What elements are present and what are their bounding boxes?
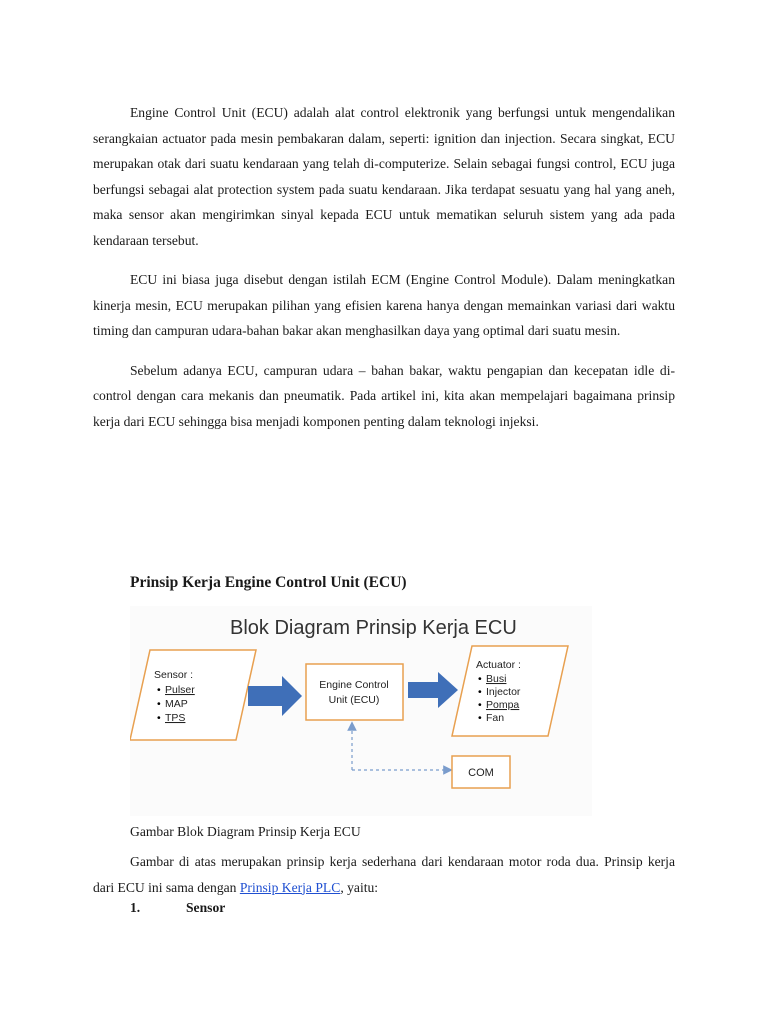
block-diagram: [130, 606, 592, 816]
plc-link[interactable]: Prinsip Kerja PLC: [239, 879, 341, 895]
sensor-item-tps: TPS: [165, 712, 186, 724]
section-heading: Prinsip Kerja Engine Control Unit (ECU): [130, 574, 407, 591]
list-item-sensor: [130, 900, 225, 916]
sensor-item-map: MAP: [165, 698, 188, 710]
list-label: Sensor: [186, 900, 226, 915]
block-diagram-figure: [130, 606, 592, 816]
actuator-item-pompa: Pompa: [486, 699, 520, 711]
actuator-item-busi: Busi: [486, 673, 507, 685]
ecu-box: [306, 664, 403, 720]
com-label: COM: [468, 767, 494, 779]
diagram-title: Blok Diagram Prinsip Kerja ECU: [230, 617, 517, 639]
paragraph-1: Engine Control Unit (ECU) adalah alat control elektronik yang berfungsi untuk mengendalikan serangkaian actuator pada mesin pembakaran dalam, seperti: ignition dan injection. Secara singkat, ECU merupakan otak dari suatu kendaraan yang telah di-computerize. Selain sebagai fungsi control, ECU juga berfungsi sebagai alat protection system pada suatu kendaraan. Jika terdapat sesuatu yang hal yang aneh, maka sensor akan mengirimkan sinyal kepada ECU untuk mematikan seluruh sistem yang ada pada kendaraan tersebut.: [93, 105, 675, 248]
body-text: [93, 100, 675, 448]
ecu-label-line2: Unit (ECU): [328, 694, 380, 706]
paragraph-3: Sebelum adanya ECU, campuran udara – bahan bakar, waktu pengapian dan kecepatan idle di-control dengan cara mekanis dan pneumatik. Pada artikel ini, kita akan mempelajari bagaimana prinsip kerja dari ECU sehingga bisa menjadi komponen penting dalam teknologi injeksi.: [93, 362, 675, 429]
paragraph-2: ECU ini biasa juga disebut dengan istilah ECM (Engine Control Module). Dalam meningkatkan kinerja mesin, ECU merupakan pilihan yang efisien karena hanya dengan memainkan variasi dari waktu timing dan campuran udara-bahan bakar akan menghasilkan daya yang optimal dari suatu mesin.: [93, 272, 675, 338]
actuator-bullet-1: •: [478, 673, 482, 685]
sensor-bullet-3: •: [157, 712, 161, 724]
figure-caption: Gambar Blok Diagram Prinsip Kerja ECU: [130, 824, 361, 839]
arrow-sensor-to-ecu: [248, 676, 302, 716]
actuator-item-fan: Fan: [486, 712, 505, 724]
actuator-bullet-4: •: [478, 712, 482, 724]
paragraph-after-figure: [93, 849, 675, 900]
actuator-label: Actuator :: [476, 659, 521, 671]
arrow-ecu-to-actuator: [408, 672, 458, 708]
after-text-start: Gambar di atas merupakan prinsip kerja sederhana dari kendaraan motor roda dua. Prinsip kerja dari ECU ini sama dengan: [93, 854, 675, 895]
actuator-bullet-2: •: [478, 686, 482, 698]
sensor-bullet-2: •: [157, 698, 161, 710]
sensor-bullet-1: •: [157, 684, 161, 696]
sensor-label: Sensor :: [154, 669, 194, 681]
after-text-end: , yaitu:: [340, 879, 379, 895]
sensor-item-pulser: Pulser: [165, 684, 195, 696]
actuator-item-injector: Injector: [486, 686, 521, 698]
ecu-label-line1: Engine Control: [319, 679, 389, 691]
actuator-bullet-3: •: [478, 699, 482, 711]
list-number: 1.: [130, 900, 141, 915]
